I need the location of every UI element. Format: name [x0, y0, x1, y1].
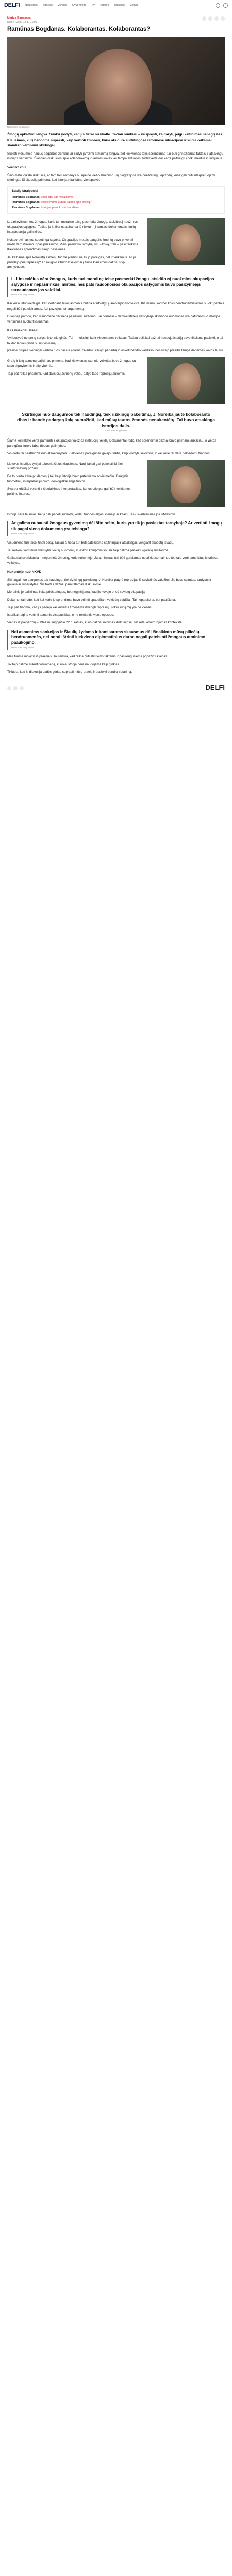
nav-item[interactable]: Naujienos: [25, 3, 38, 7]
paragraph: Tai reiškia, kad reikia klausytis įvairių nuomonių ir ieškoti kompromiso. Tik taip galima pasiekti ilgalaikį susitarimą.: [7, 548, 170, 552]
pull-quote: [7, 521, 225, 536]
byline: [7, 16, 225, 24]
paragraph: Galiausiai svarbiausia – nepamiršti žmonių, kurie nukentėjo. Jų atminimas turi būti gerbiamas nepriklausomai nuo to, kaip vertiname kitus istorinius veikėjus.: [7, 556, 218, 565]
author-name[interactable]: Marius Bogdanas: [7, 16, 31, 20]
paragraph: Skirtingai nuo daugumos tek naudingų, tiek rizikingų pakeitimų, J. Noreika patyrė represijas iš sovietinės valdžios. Jis buvo suimtas, tardytas ir galiausiai sušaudytas. Šis faktas dažnai pamirštamas diskusijose.: [7, 578, 211, 587]
nav-item[interactable]: Verslas: [57, 3, 67, 7]
twitter-icon[interactable]: [214, 16, 219, 21]
paragraph: Diskusija parodė, kad visuomenė dar nėra pasiekusi sutarimo. Tai normalu – demokratinėje valstybėje skirtingos nuomonės yra natūralios, o istorijos vertinimas nuolat tikslinamas.: [7, 314, 220, 324]
paragraph: Tikiuosi, kad ši diskusija padės geriau suprasti mūsų praeitį ir pasiekti bendrą sutarimą.: [7, 670, 132, 674]
pull-quote: [7, 630, 225, 650]
paragraph: Dokumentai rodo, kad kai kurie jo sprendimai buvo priimti spaudžiant vokiečių valdžiai. Tai nepateisina, bet paaiškina.: [7, 598, 176, 602]
share-bar: [7, 686, 24, 690]
hero-image: [7, 37, 225, 125]
messenger-icon[interactable]: [208, 16, 212, 21]
hero-caption: Ramūnas Bogdanas: [7, 126, 30, 129]
paragraph: Tik taip galime sukurti visuomenę, kurioje istorija nėra naudojama kaip ginklas.: [7, 662, 120, 666]
section-heading: Kas nuskriaustas?: [7, 329, 38, 333]
publish-date: Delfi.lt | 2020-12-17 10:00: [7, 20, 37, 24]
messenger-icon[interactable]: [13, 686, 18, 690]
paragraph: Be to, verta atkreipti dėmesį į tai, kaip istorija buvo pateikiama sovietmečiu. Daugelis tuometinių interpretacijų buvo ideologiškai angažuotos.: [7, 474, 129, 483]
paragraph: L. Linkevičius nėra žmogus, kuris turi moralinę teisę pasmerkti žmogų, atsidūrusį nuožmios okupacijos sąlygose. Tačiau jo kritika neatsiranda iš niekur – ji remiasi dokumentais, kurių interpretacija gali skirtis.: [7, 220, 138, 234]
nav-item[interactable]: Kultūra: [100, 3, 109, 7]
user-icon[interactable]: [223, 3, 228, 8]
nav-item[interactable]: Sportas: [42, 3, 53, 7]
facebook-icon[interactable]: [7, 686, 11, 690]
site-logo[interactable]: DELFI: [4, 2, 20, 8]
paragraph: Visuomenė turi teisę žinoti tiesą. Tačiau ši tiesa turi būti pateikiama sąžiningai ir atsakingai, vengiant skubotų išvadų.: [7, 541, 174, 545]
pull-quote: [7, 277, 225, 297]
paragraph: Skelbti viešumoje naujus pagarbos ženklus ar siūlyti įamžinti atminimą lengva, bet kiekvienas toks sprendimas turi būti grindžiamas faktais ir atsakingu istorijos vertinimu. Šiandien diskusijos apie kolaboravimą ir laisvės kovas vėl tampa aktualios, todėl verta dar kartą pažvelgti į dokumentus ir liudijimus.: [7, 151, 223, 161]
pull-quote: [16, 412, 216, 433]
search-icon[interactable]: [216, 3, 220, 8]
facebook-icon[interactable]: [202, 16, 206, 21]
quote-text: Nei asmenims sankcijos ir Šiaulių žydams ir komisarams skausmus dėl išnaikinto mūsų piliečių bendruomenės, nei norai ištrinti kiekvieno diplomatinius darbe negali pateisinti žmogaus atminimo paaukojimo.: [11, 629, 206, 645]
article-title: Ramūnas Bogdanas. Kolaborantas. Kolaborantas?: [7, 26, 151, 33]
related-heading: Susiję straipsniai: [12, 189, 38, 193]
related-item[interactable]: Ramūnas Bogdanas: Istorijos pamokos ir šiandiena: [12, 206, 79, 210]
share-bar: [202, 16, 225, 21]
nav-item[interactable]: Gyvenimas: [72, 3, 87, 7]
paragraph: Lietuvos istorijos tyrėjai tebetiria šiuos klausimus. Nauji faktai gali pakeisti iki šiol susiformavusį požiūrį.: [7, 462, 123, 471]
paragraph: Moralinis jo palikimas lieka prieštaringas, bet neginčijama, kad jis kovojo prieš sovietų okupaciją.: [7, 590, 146, 595]
quote-author: Ramūnas Bogdanas: [11, 533, 34, 536]
related-articles: [7, 186, 225, 214]
quote-author: Ramūnas Bogdanas: [105, 430, 127, 433]
paragraph: Grafų ir kitų asmenų palikimas primena, kad kiekvienas istorinis veikėjas buvo žmogus su savo silpnybėmis ir stiprybėmis.: [7, 359, 136, 368]
paragraph: Vienas iš pavyzdžių – 1941 m. rugpjūčio 22 d. raštas, kuris dažnai minimas diskusijose, bet retai analizuojamas kontekste.: [7, 621, 183, 625]
section-heading: Nukentėjo nuo NKVD: [7, 570, 42, 574]
paragraph: Vis dėlto tai neatleidžia nuo atsakomybės. Kiekvienas pareigūnas galėjo rinktis, kaip vykdyti įsakymus, ir kai kurie tai darė gelbėdami žmones.: [7, 451, 211, 455]
nav-menu: [25, 4, 138, 8]
quote-text: L. Linkevičius nėra žmogus, kuris turi moralinę teisę pasmerkti žmogų, atsidūrusį nuožmios okupacijos sąlygose ir nepasirinkusį mirties, nes pats raudonosios okupacijos sąlygomis buvo pasižymėjęs tarnaudamas jos valdžiai.: [11, 277, 214, 292]
twitter-icon[interactable]: [20, 686, 24, 690]
article-photo: [147, 218, 225, 265]
paragraph: Vyriausybė neturėtų spręsti istorinių ginčų. Tai – mokslininkų ir visuomenės reikalas. Tačiau politikai dažnai naudoja istoriją savo tikslams pasiekti, o tai tik dar labiau gilina susipriešinimą.: [7, 336, 223, 345]
related-item[interactable]: Ramūnas Bogdanas: Kodėl mums sunku kalbėti apie praeitį?: [12, 201, 92, 205]
footer-logo[interactable]: DELFI: [205, 684, 225, 692]
paragraph: Svarbu kritiškai vertinti ir šiuolaikines interpretacijas, kurios taip pat gali būti veikiamos politinių interesų.: [7, 487, 131, 496]
nav-item[interactable]: Mokslas: [114, 3, 125, 7]
quote-author: Ramūnas Bogdanas: [11, 294, 34, 297]
footer: [7, 680, 225, 693]
nav-item[interactable]: TV: [91, 3, 95, 7]
article-photo: [147, 357, 225, 404]
paragraph: Mes turime mokytis iš praeities. Tai reiškia, kad reikia būti atviriems faktams ir pasirengusiems pripažinti klaidas.: [7, 655, 168, 659]
article-lead: Žmogų apkaltinti lengva. Sunku įrodyti, kad jis tikrai nusikalto. Tačiau sunkiau – nuspręsti, ką daryti, jeigu kaltinimas nepagrįstas. Klausimas, kurį bandome suprasti, kaip vertinti žmones, kurie atsidūrė sudėtingose istorinėse situacijose ir kurių veiksmai šiandien vertinami skirtingai.: [7, 132, 223, 148]
quote-author: Ramūnas Bogdanas: [11, 647, 34, 650]
related-item[interactable]: Ramūnas Bogdanas: Kiek ilgai dar nepaisome?: [12, 196, 75, 199]
section-heading: Verdikt kol?: [7, 166, 27, 170]
top-navigation: [0, 0, 232, 11]
quote-text: Ar galima nubausti žmogaus gyvenimą dėl šito rašto, kuris yra tik jo pasiektas tarnyboje? Ar vertinti žmogų tik pagal vieną dokumentą yra teisinga?: [11, 521, 222, 531]
paragraph: Įvairios grupės skirtingai vertina tuos pačius įvykius. Svarbu išlaikyti pagarbą ir ieškoti bendro vardiklio, nes kitaip praeitis tampa dabarties kovos lauku.: [7, 349, 224, 353]
paragraph: Kolaboravimas yra sudėtinga sąvoka. Okupacijos metais daugelis žmonių buvo priversti rinktis tarp išlikimo ir pasipriešinimo. Vieni pasirinko tarnybą, kiti – kovą, treti – pasitraukimą. Kiekvienas sprendimas turėjo pasekmes.: [7, 238, 139, 252]
paragraph: Taip pat žinoma, kad jis padėjo kai kuriems žmonėms išvengti represijų. Tokių liudijimų yra ne vienas.: [7, 605, 153, 609]
nav-item[interactable]: Veidai: [129, 3, 138, 7]
paragraph: Šiuo metu vyksta diskusija, ar tam tikri asmenys nusipelnė viešo atminimo. Jų biografijose yra prieštaringų epizodų, kurie gali būti interpretuojami skirtingai. Ši situacija primena, kad istorija retai būna vienspalvė.: [7, 173, 216, 182]
paragraph: Istorikai ragina vertinti asmenis visapusiškai, o ne remiantis vienu epizodu.: [7, 613, 114, 617]
paragraph: Jei kalbame apie konkretų asmenį, turime įvertinti ne tik jo pareigas, bet ir veiksmus. Ar jis prisidėjo prie represijų? Ar saugojo kitus? Atsakymai į šiuos klausimus dažnai slypi archyvuose.: [7, 255, 136, 269]
paragraph: Kai kurie istorikai teigia, kad vertinant šiuos asmenis būtina atsižvelgti į laikotarpio kontekstą. Kiti mano, kad bet koks bendradarbiavimas su okupantais negali būti pateisinamas. Abi pozicijos turi argumentų.: [7, 302, 224, 311]
link-icon[interactable]: [221, 16, 225, 21]
quote-text: Skirtingai nuo daugumos tek naudingų, tiek rizikingų pakeitimų, J. Noreika jautė kolaboranto ribas ir bandė padarytą žalą sumažinti, kad mūsų tautos žmonės nenukentėtų. Tai buvo atsakinga istorijos dalis.: [17, 412, 215, 428]
paragraph: Taip pat reikia prisiminti, kad dalis šių asmenų vėliau patys tapo represijų aukomis.: [7, 371, 126, 376]
paragraph: Šiame kontekste verta paminėti ir okupacijos valdžios institucijų veiklą. Dokumentai rodo, kad sprendimai dažnai buvo priimami aukščiau, o vietos pareigūnai turėjo labai ribotas galimybes.: [7, 439, 217, 448]
paragraph: Istorija nėra teismas, bet ji gali padėti suprasti, kodėl žmonės elgėsi vienaip ar kitaip. Tai – svarbiausias jos uždavinys.: [7, 512, 177, 516]
article-photo: [147, 460, 225, 507]
